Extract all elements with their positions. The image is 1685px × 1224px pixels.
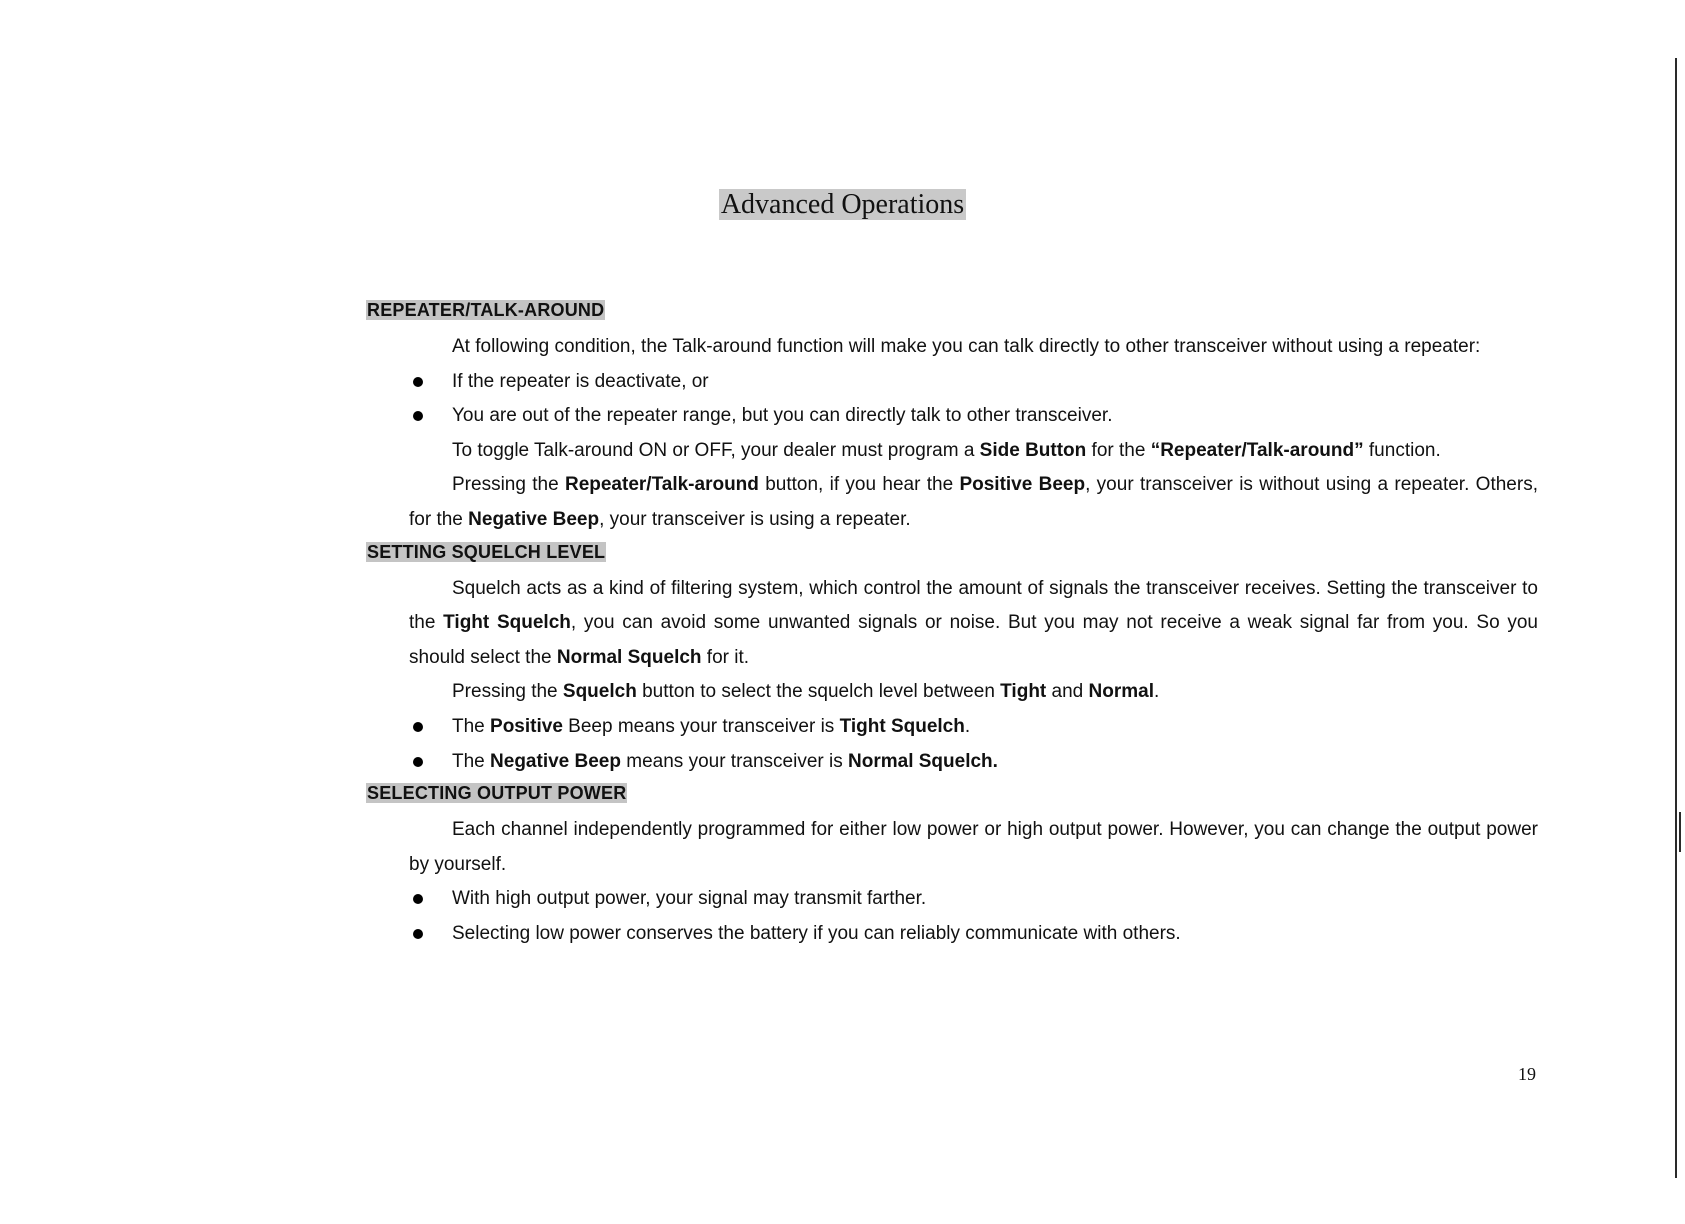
repeater-intro: At following condition, the Talk-around function will make you can talk directly to other transceiver without using a repeater: (452, 336, 1481, 357)
squelch-bullet-negative: The Negative Beep means your transceiver is Normal Squelch. (452, 745, 1538, 780)
page-number: 19 (1518, 1064, 1536, 1084)
repeater-bullet-deactivated: If the repeater is deactivate, or (452, 365, 1538, 400)
power-bullet-high: With high output power, your signal may transmit farther. (452, 882, 1538, 917)
squelch-intro-paragraph: Squelch acts as a kind of filtering system, which control the amount of signals the transceiver receives. Setting the transceiver to the Tight Squelch, you can avoid some unwanted signals or noise. But you may not receive a weak signal far from you. So you should select the Normal Squelch for it. (409, 577, 1539, 668)
section-heading-power: SELECTING OUTPUT POWER (367, 783, 627, 804)
squelch-press-paragraph: Pressing the Squelch button to select the squelch level between Tight and Normal. (452, 681, 1160, 703)
scan-edge-line (1675, 58, 1677, 1178)
page-title (0, 188, 1685, 222)
repeater-toggle-paragraph: To toggle Talk-around ON or OFF, your dealer must program a Side Button for the “Repeater/Talk-around” function. (452, 439, 1441, 461)
scan-edge-mark (1679, 812, 1681, 852)
repeater-press-paragraph: Pressing the Repeater/Talk-around button, if you hear the Positive Beep, your transceiver is without using a repeater. Others, for the Negative Beep, your transceiver is using a repeater. (409, 474, 1538, 530)
section-heading-squelch: SETTING SQUELCH LEVEL (367, 541, 606, 562)
manual-content (366, 296, 1538, 952)
repeater-bullet-out-of-range: You are out of the repeater range, but you can directly talk to other transceiver. (452, 399, 1538, 434)
squelch-bullet-positive: The Positive Beep means your transceiver is Tight Squelch. (452, 710, 1538, 745)
section-heading-repeater: REPEATER/TALK-AROUND (367, 300, 605, 320)
power-intro-paragraph: Each channel independently programmed for either low power or high output power. However, you can change the output power by yourself. (409, 819, 1538, 875)
page-title-text: Advanced Operations (720, 189, 965, 220)
power-bullet-low: Selecting low power conserves the battery if you can reliably communicate with others. (452, 917, 1538, 952)
